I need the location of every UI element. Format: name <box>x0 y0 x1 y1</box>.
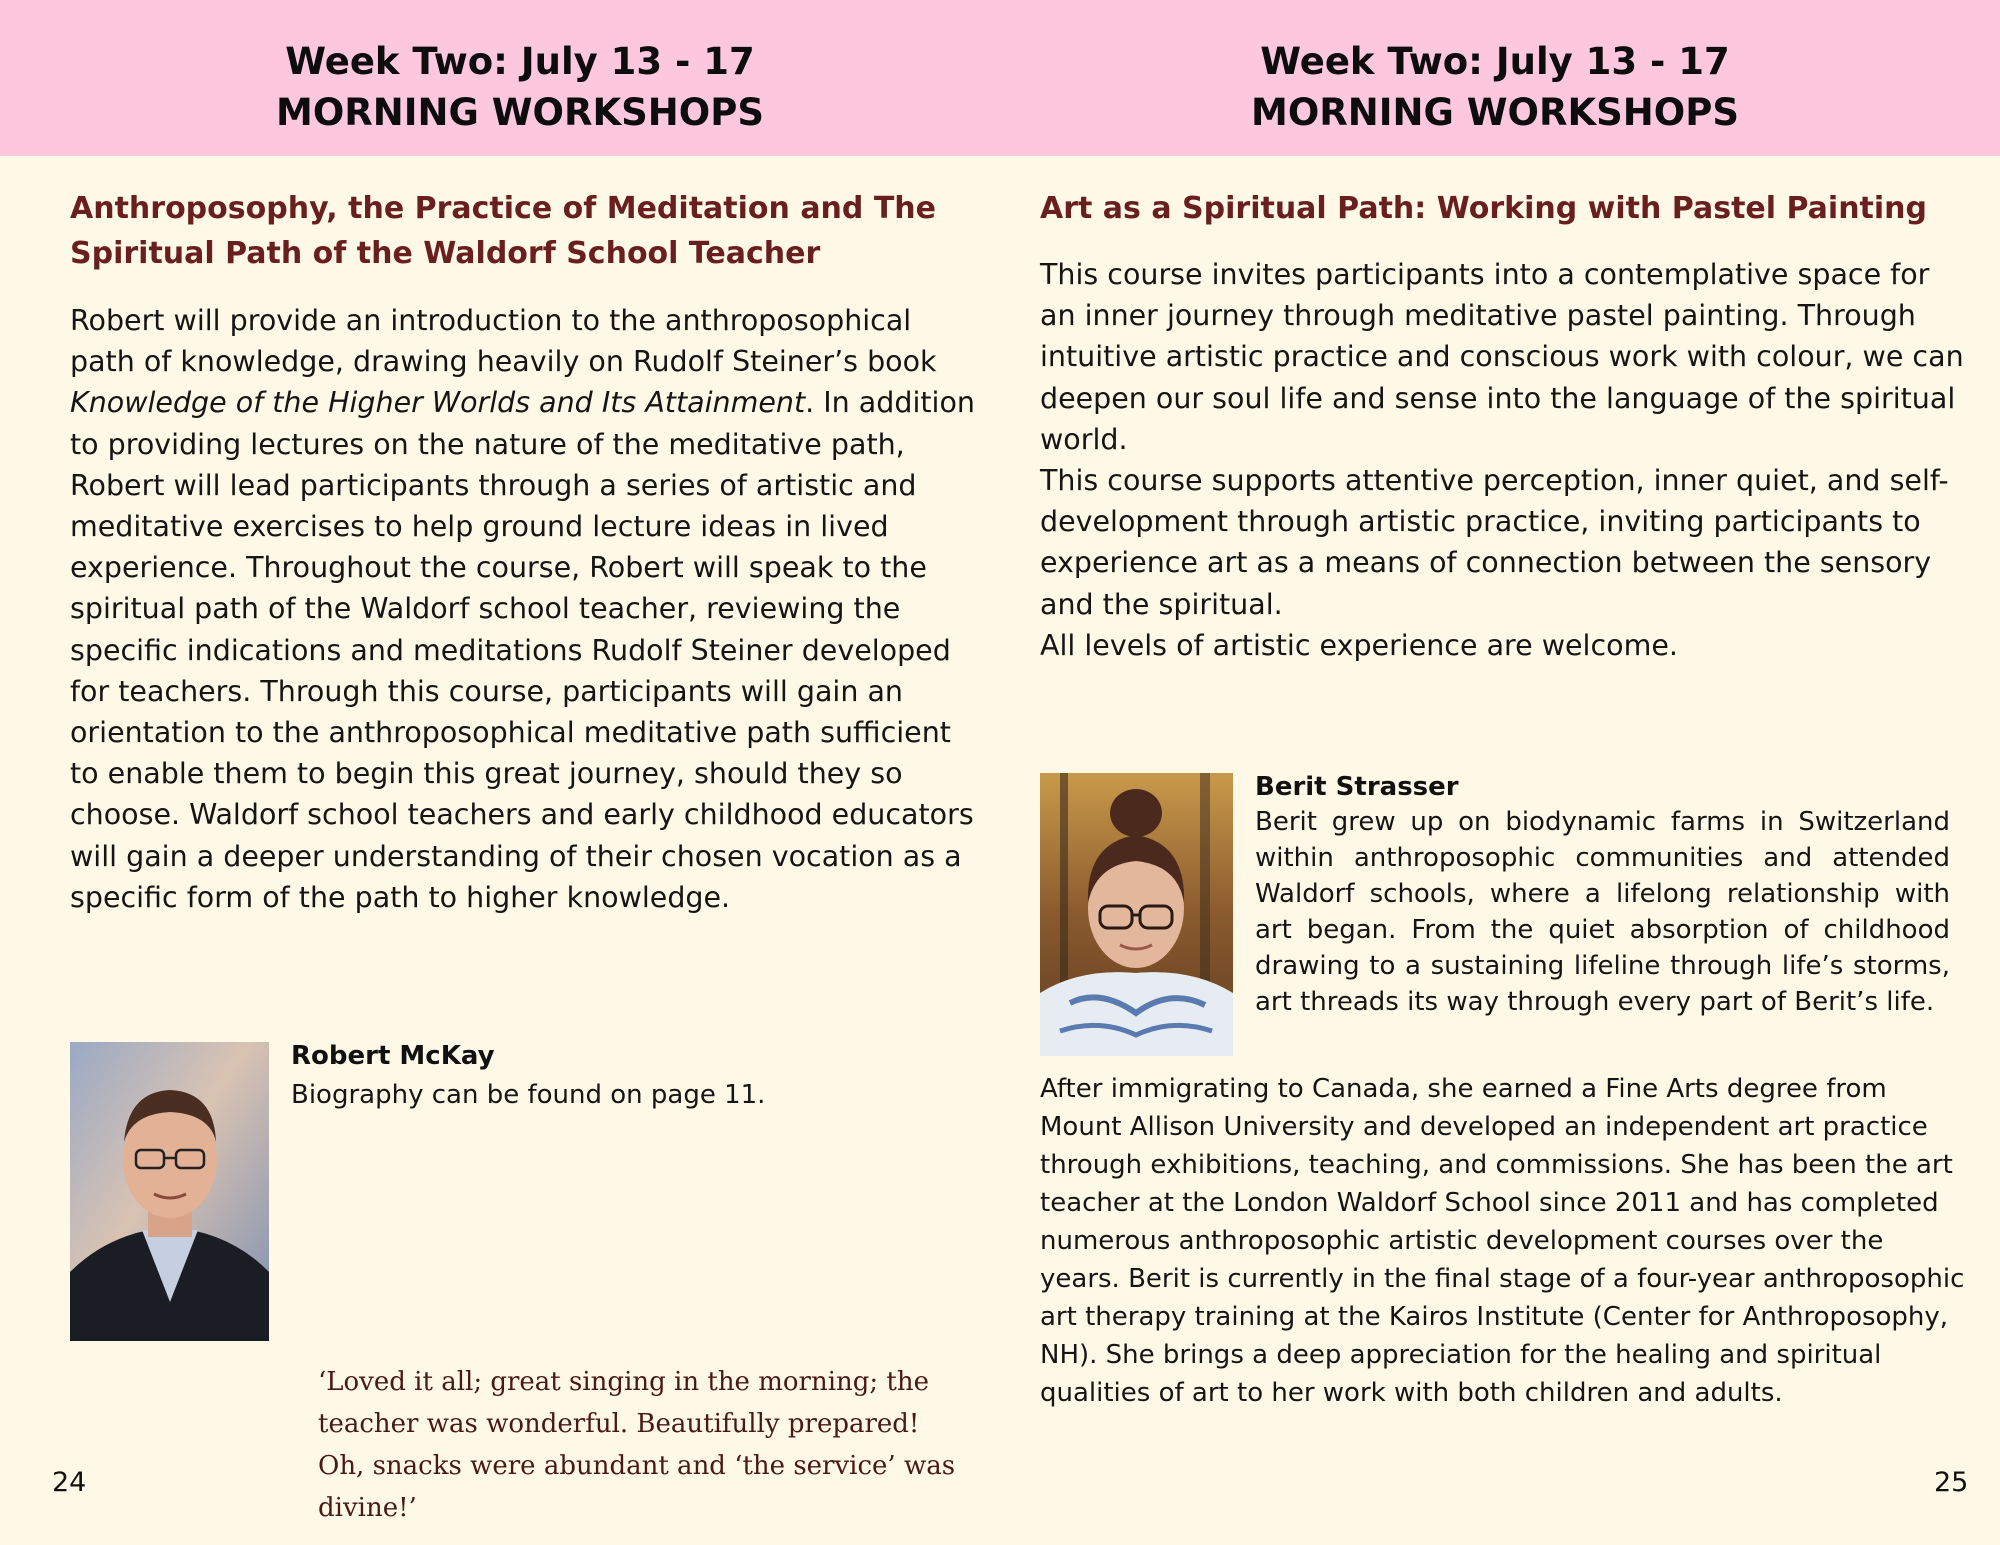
right-workshop-description <box>1040 254 1965 666</box>
testimonial-quote: ‘Loved it all; great singing in the morning; the teacher was wonderful. Beautifully prepared! Oh, snacks were abundant and ‘the service’ was divine!’ <box>318 1367 956 1523</box>
right-description-paragraph-1: This course invites participants into a contemplative space for an inner journey through meditative pastel painting. Through intuitive artistic practice and conscious work with colour, we can deepen our soul life and sense into the language of the spiritual world. <box>1040 258 1964 456</box>
left-workshop-title: Anthroposophy, the Practice of Meditation and The Spiritual Path of the Waldorf School Teacher <box>70 191 937 271</box>
robert-mckay-photo <box>70 1042 269 1341</box>
right-header-section: MORNING WORKSHOPS <box>1251 91 1739 134</box>
right-header-week: Week Two: July 13 - 17 <box>1260 40 1730 83</box>
page-number-left: 24 <box>52 1467 87 1498</box>
right-description-paragraph-2: This course supports attentive perception, inner quiet, and self-development through artistic practice, inviting participants to experience art as a means of connection between the sensory and the spiritual. <box>1040 464 1949 621</box>
right-workshop-title: Art as a Spiritual Path: Working with Pastel Painting <box>1040 191 1928 226</box>
left-header-section: MORNING WORKSHOPS <box>276 91 764 134</box>
berit-strasser-name: Berit Strasser <box>1255 772 1459 802</box>
right-header <box>990 36 2000 138</box>
robert-mckay-name: Robert McKay <box>291 1041 495 1071</box>
berit-strasser-photo <box>1040 773 1233 1056</box>
right-description-paragraph-3: All levels of artistic experience are welcome. <box>1040 628 1678 662</box>
left-book-title: Knowledge of the Higher Worlds and Its Attainment <box>70 386 806 420</box>
left-header-week: Week Two: July 13 - 17 <box>285 40 755 83</box>
left-header <box>0 36 1040 138</box>
berit-strasser-bio-intro: Berit grew up on biodynamic farms in Switzerland within anthroposophic communities and attended Waldorf schools, where a lifelong relationship with art began. From the quiet absorption of childhood drawing to a sustaining lifeline through life’s storms, art threads its way through every part of Berit’s life. <box>1255 807 1950 1017</box>
left-workshop-description <box>70 300 975 918</box>
robert-mckay-bio: Biography can be found on page 11. <box>291 1080 766 1110</box>
berit-strasser-bio-rest: After immigrating to Canada, she earned a Fine Arts degree from Mount Allison University and developed an independent art practice through exhibitions, teaching, and commissions. She has been the art teacher at the London Waldorf School since 2011 and has completed numerous anthroposophic artistic development courses over the years. Berit is currently in the final stage of a four-year anthroposophic art therapy training at the Kairos Institute (Center for Anthroposophy, NH). She brings a deep appreciation for the healing and spiritual qualities of art to her work with both children and adults. <box>1040 1074 1965 1408</box>
left-description-part2: . In addition to providing lectures on the nature of the meditative path, Robert will lead participants through a series of artistic and meditative exercises to help ground lecture ideas in lived experience. Throughout the course, Robert will speak to the spiritual path of the Waldorf school teacher, reviewing the specific indications and meditations Rudolf Steiner developed for teachers. Through this course, participants will gain an orientation to the anthroposophical meditative path sufficient to enable them to begin this great journey, should they so choose. Waldorf school teachers and early childhood educators will gain a deeper understanding of their chosen vocation as a specific form of the path to higher knowledge. <box>70 386 975 914</box>
left-description-part1: Robert will provide an introduction to the anthroposophical path of knowledge, drawing heavily on Rudolf Steiner’s book <box>70 304 937 379</box>
page-number-right: 25 <box>1934 1467 1969 1498</box>
